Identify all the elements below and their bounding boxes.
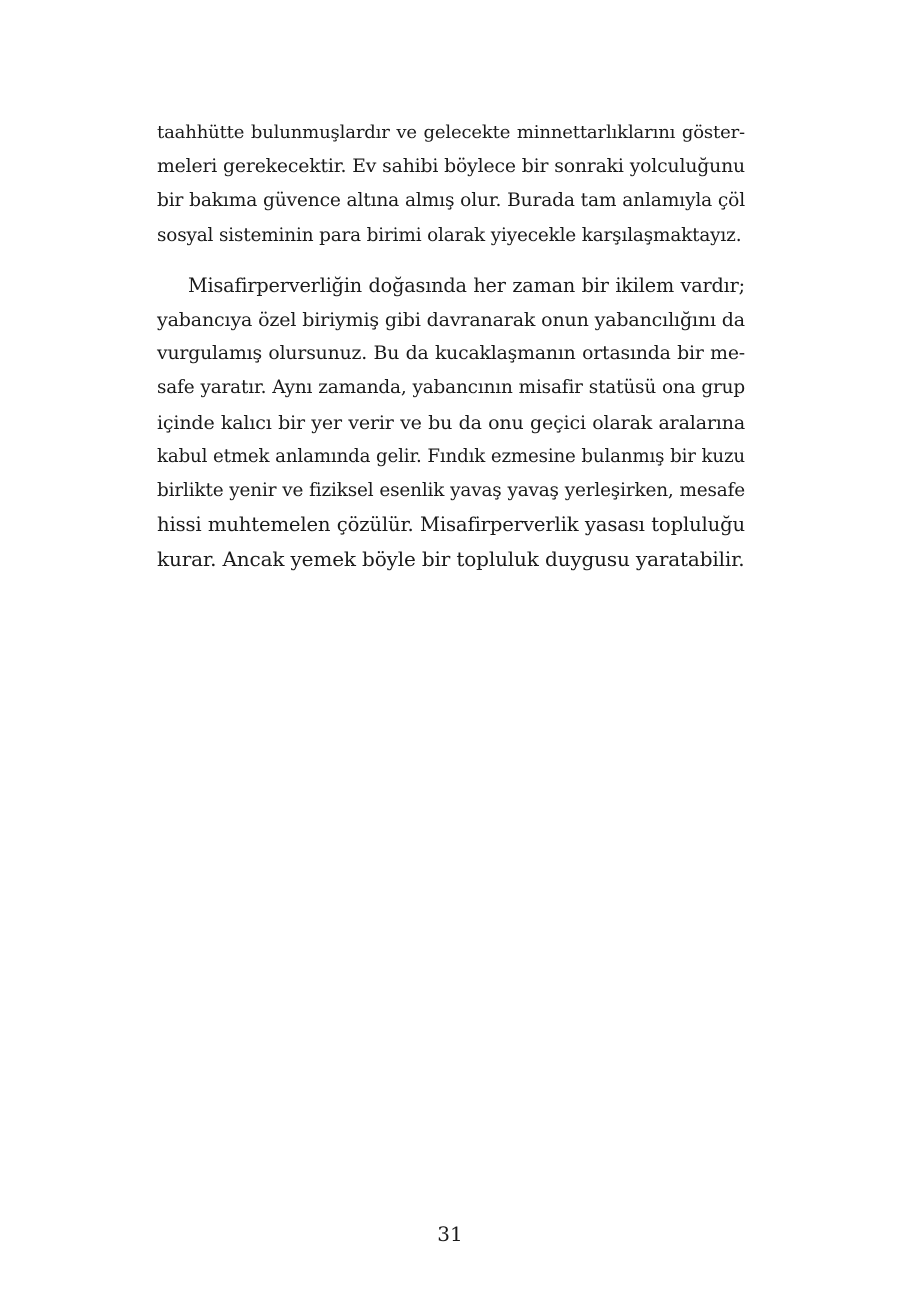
- paragraph-2-line-5: içinde kalıcı bir yer verir ve bu da onu geçici olarak aralarına: [157, 411, 745, 434]
- paragraph-2-line-3: vurgulamış olursunuz. Bu da kucaklaşmanın ortasında bir me-: [157, 343, 745, 365]
- paragraph-2-line-8: hissi muhtemelen çözülür. Misafirperverlik yasası topluluğu: [157, 513, 745, 537]
- page-number: 31: [437, 1222, 463, 1246]
- body-text: [157, 116, 745, 576]
- paragraph-2-line-2: yabancıya özel biriymiş gibi davranarak onun yabancılığını da: [157, 308, 745, 331]
- paragraph-2-line-4: safe yaratır. Aynı zamanda, yabancının misafir statüsü ona grup: [157, 377, 745, 399]
- paragraph-2-line-7: birlikte yenir ve fiziksel esenlik yavaş yavaş yerleşirken, mesafe: [157, 479, 745, 501]
- paragraph-gap: [157, 253, 745, 269]
- paragraph-1-line-1: taahhütte bulunmuşlardır ve gelecekte minnettarlıklarını göster-: [157, 122, 745, 143]
- paragraph-2-line-6: kabul etmek anlamında gelir. Fındık ezmesine bulanmış bir kuzu: [157, 445, 745, 467]
- paragraph-2-line-9: kurar. Ancak yemek böyle bir topluluk duygusu yaratabilir.: [157, 547, 745, 572]
- paragraph-2-line-1: Misafirperverliğin doğasında her zaman bir ikilem vardır;: [188, 273, 745, 297]
- paragraph-1-line-2: meleri gerekecektir. Ev sahibi böylece bir sonraki yolculuğunu: [157, 156, 745, 178]
- paragraph-1-line-4: sosyal sisteminin para birimi olarak yiyecekle karşılaşmaktayız.: [157, 224, 742, 246]
- paragraph-1-line-3: bir bakıma güvence altına almış olur. Burada tam anlamıyla çöl: [157, 190, 745, 212]
